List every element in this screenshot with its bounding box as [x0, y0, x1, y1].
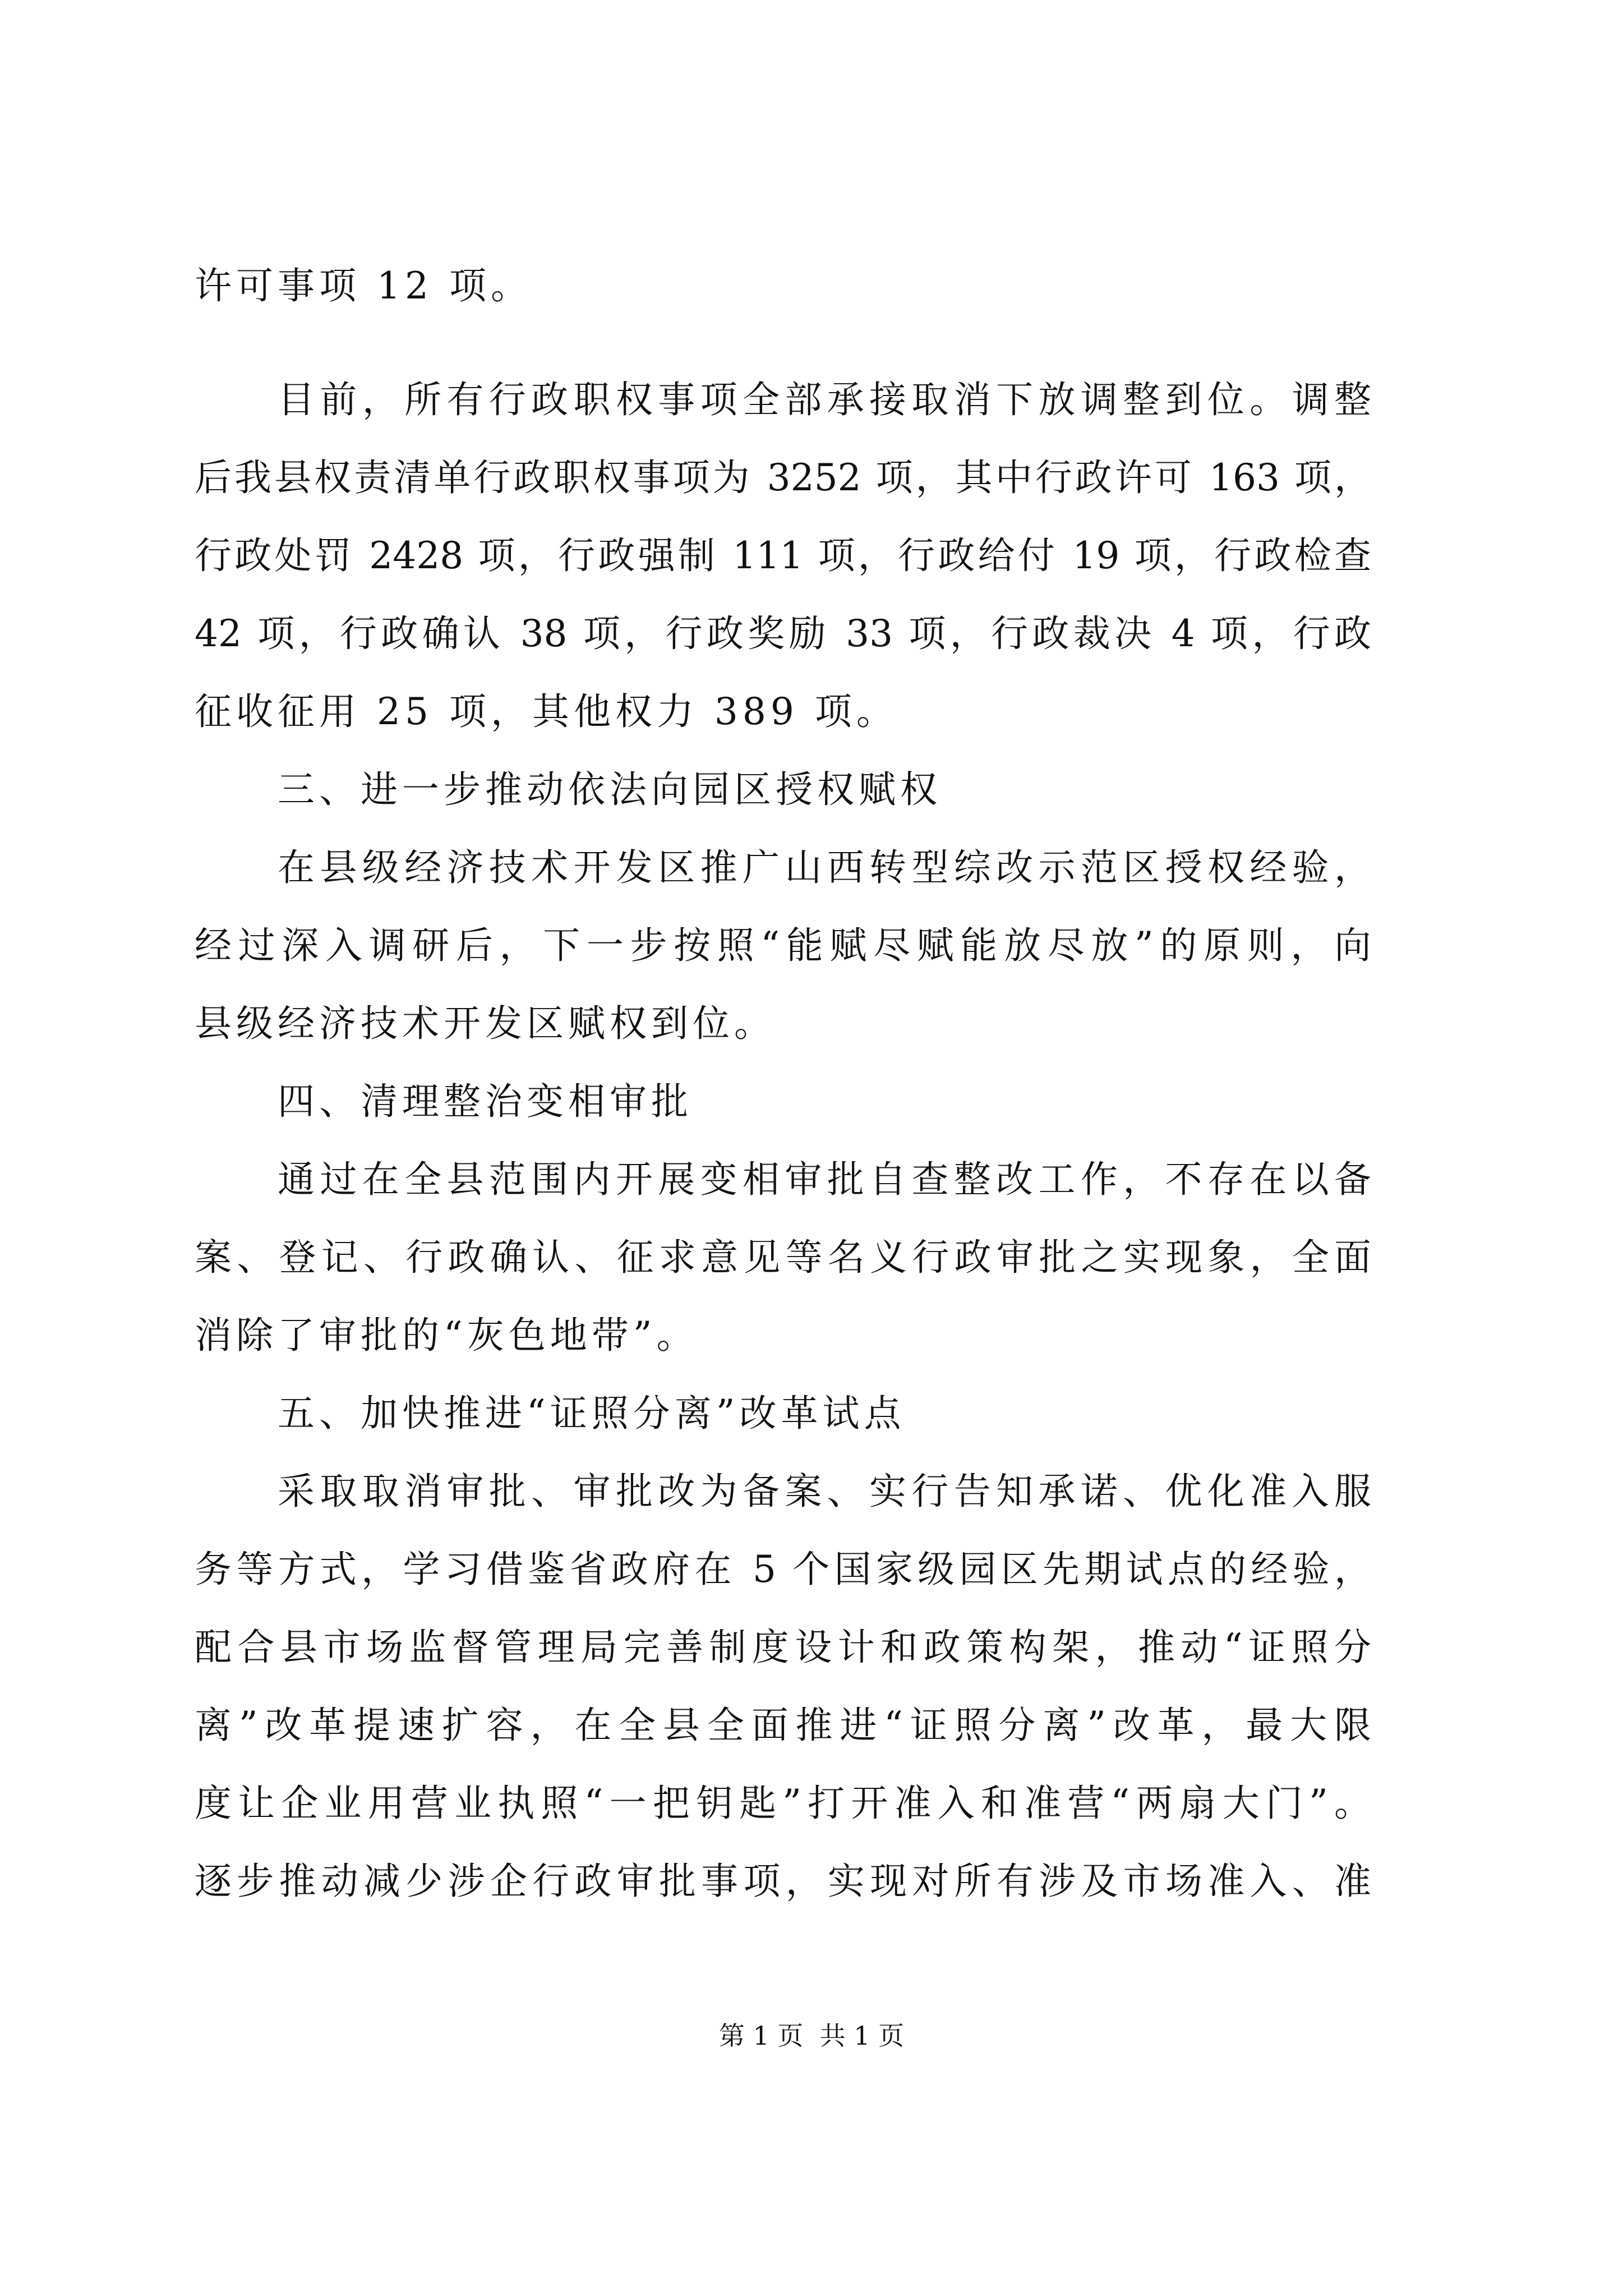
section-heading — [195, 1062, 1371, 1140]
text-line: 离”改革提速扩容，在全县全面推进“证照分离”改革，最大限 — [195, 1704, 1371, 1747]
text-line: 许可事项 12 项。 — [195, 264, 532, 307]
paragraph — [195, 361, 1371, 751]
heading-line: 三、进一步推动依法向园区授权赋权 — [278, 768, 942, 811]
section-heading — [195, 1374, 1371, 1452]
heading-line: 五、加快推进“证照分离”改革试点 — [278, 1392, 906, 1435]
paragraph — [195, 247, 1371, 325]
text-line: 逐步推动减少涉企行政审批事项，实现对所有涉及市场准入、准 — [195, 1860, 1371, 1903]
document-body — [195, 247, 1371, 1920]
text-line: 后我县权责清单行政职权事项为 3252 项，其中行政许可 163 项， — [195, 456, 1371, 499]
text-line: 务等方式，学习借鉴省政府在 5 个国家级园区先期试点的经验， — [195, 1548, 1371, 1591]
text-line: 通过在全县范围内开展变相审批自查整改工作，不存在以备 — [278, 1158, 1371, 1201]
text-line: 配合县市场监督管理局完善制度设计和政策构架，推动“证照分 — [195, 1626, 1371, 1669]
text-line: 采取取消审批、审批改为备案、实行告知承诺、优化准入服 — [278, 1470, 1371, 1513]
text-line: 案、登记、行政确认、征求意见等名义行政审批之实现象，全面 — [195, 1236, 1371, 1279]
text-line: 度让企业用营业执照“一把钥匙”打开准入和准营“两扇大门”。 — [195, 1782, 1371, 1825]
text-line: 县级经济技术开发区赋权到位。 — [195, 1002, 776, 1045]
text-line: 消除了审批的“灰色地带”。 — [195, 1314, 698, 1357]
text-line: 经过深入调研后，下一步按照“能赋尽赋能放尽放”的原则，向 — [195, 924, 1371, 967]
paragraph — [195, 1140, 1371, 1374]
text-line: 目前，所有行政职权事项全部承接取消下放调整到位。调整 — [278, 378, 1371, 421]
heading-line: 四、清理整治变相审批 — [278, 1080, 693, 1123]
paragraph — [195, 1452, 1371, 1920]
section-heading — [195, 751, 1371, 829]
text-line: 征收征用 25 项，其他权力 389 项。 — [195, 690, 898, 733]
paragraph — [195, 829, 1371, 1062]
page-footer-number: 第 1 页 共 1 页 — [718, 2021, 905, 2051]
text-line: 行政处罚 2428 项，行政强制 111 项，行政给付 19 项，行政检查 — [195, 534, 1371, 577]
text-line: 在县级经济技术开发区推广山西转型综改示范区授权经验， — [278, 846, 1371, 889]
text-line: 42 项，行政确认 38 项，行政奖励 33 项，行政裁决 4 项，行政 — [195, 612, 1371, 655]
